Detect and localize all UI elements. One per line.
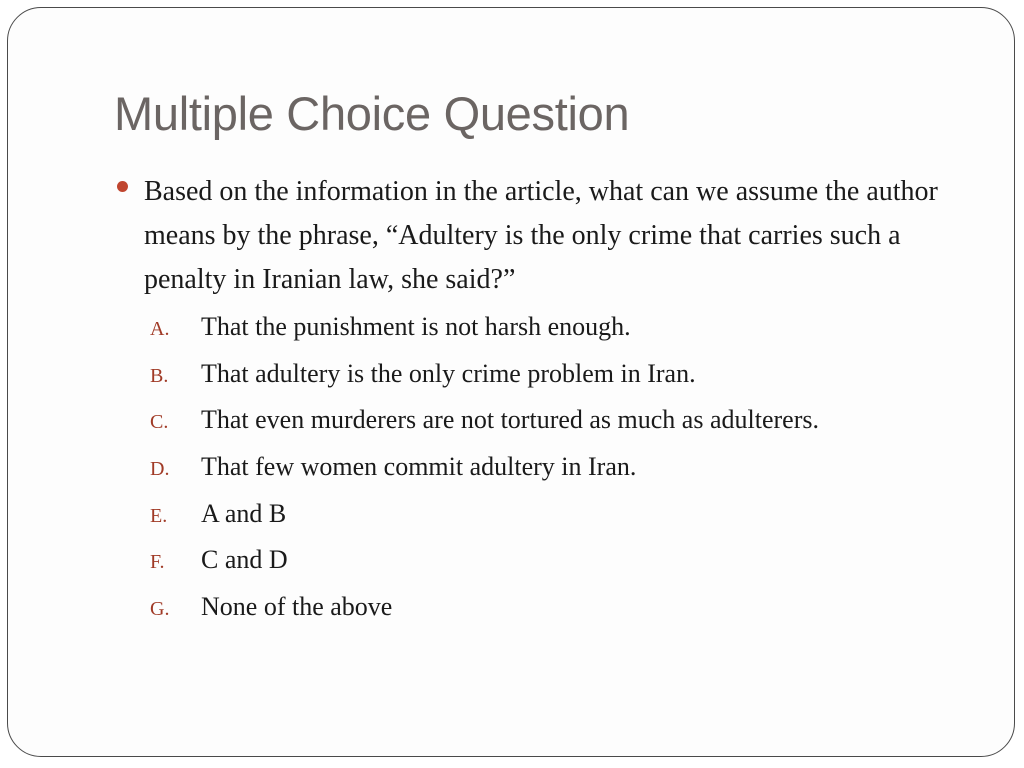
slide-title: Multiple Choice Question [114, 87, 630, 140]
bullet-dot-icon [117, 181, 128, 192]
option-letter: D. [150, 458, 170, 481]
option-letter: E. [150, 504, 168, 527]
option-text: None of the above [201, 592, 393, 622]
option-letter: A. [150, 318, 170, 340]
option-letter: C. [150, 411, 169, 434]
option-text: A and B [201, 498, 287, 528]
option-text: C and D [201, 545, 288, 575]
option-text: That few women commit adultery in Iran. [201, 452, 637, 482]
option-text: That the punishment is not harsh enough. [201, 312, 631, 341]
option-letter: G. [150, 598, 170, 621]
option-text: That even murderers are not tortured as much as adulterers. [201, 405, 819, 435]
option-text: That adultery is the only crime problem in Iran. [201, 358, 696, 388]
question-text: Based on the information in the article, what can we assume the author means by the phrase, “Adultery is the only crime that carries such a penalty in Iranian law, she said?” [144, 176, 938, 295]
option-letter: F. [150, 551, 165, 574]
option-letter: B. [150, 364, 169, 387]
